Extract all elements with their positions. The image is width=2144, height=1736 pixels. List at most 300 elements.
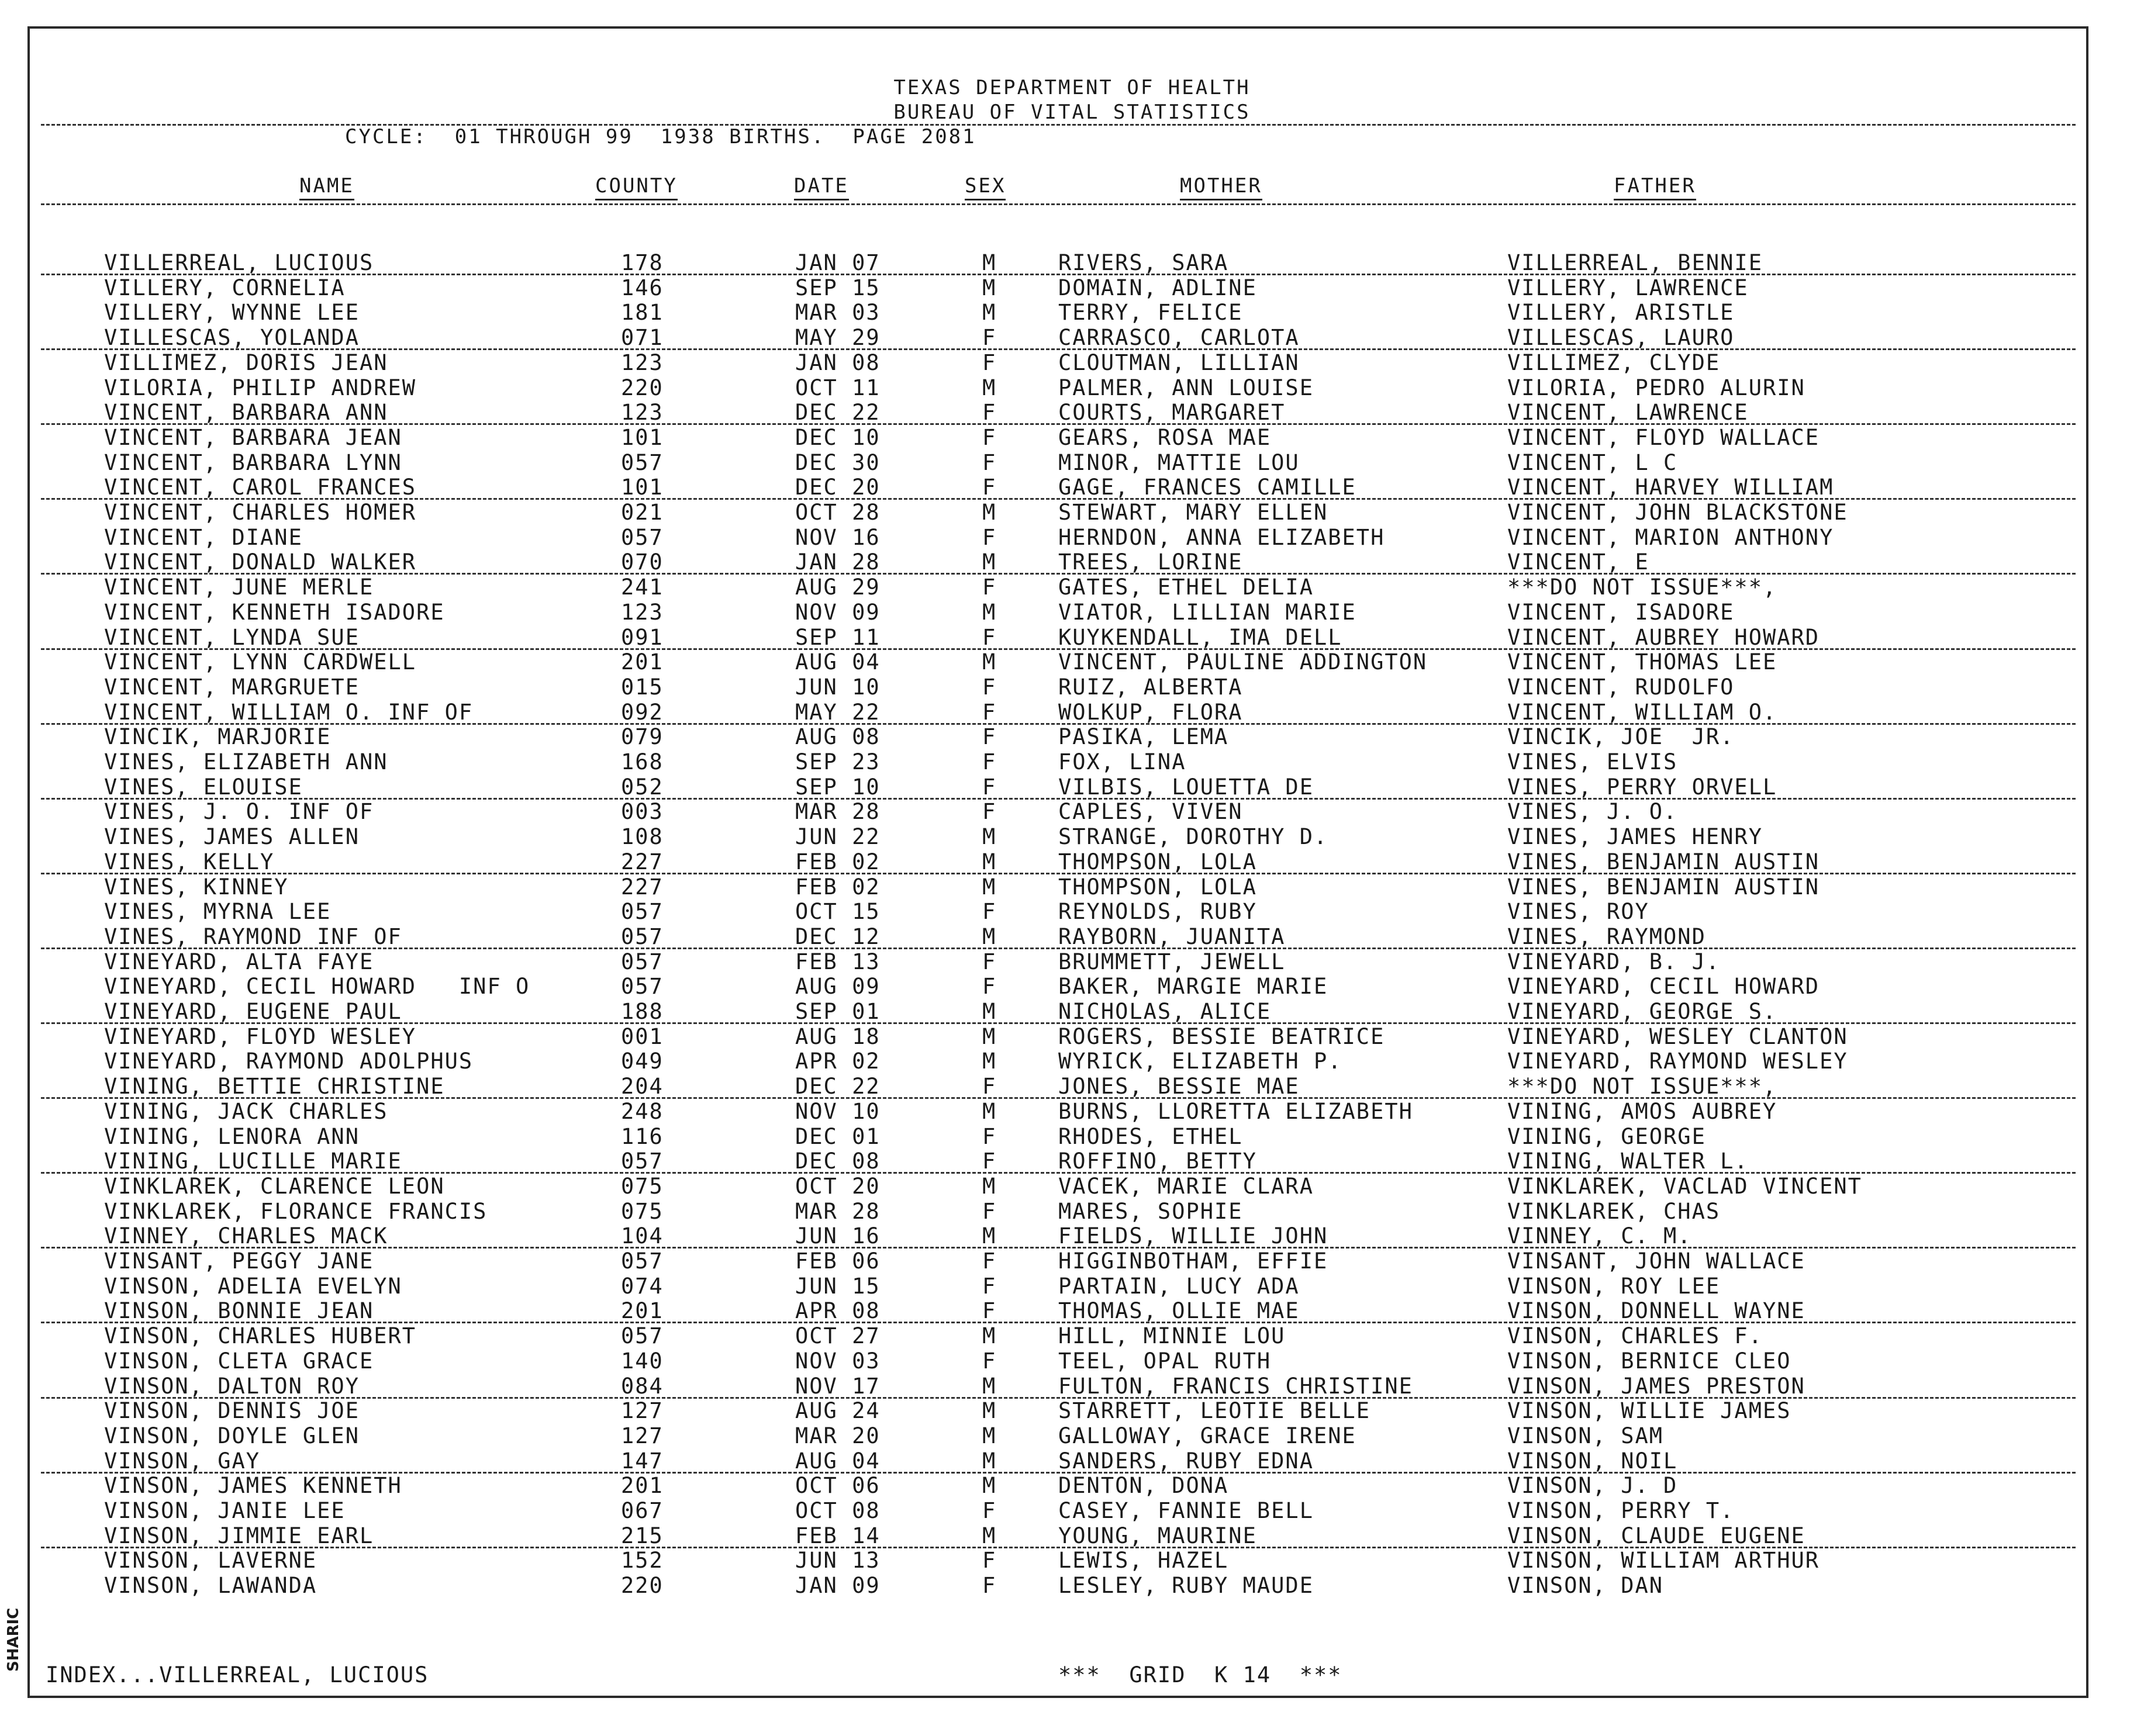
cell-county: 123 xyxy=(621,400,664,426)
cell-name: VINSON, CLETA GRACE xyxy=(104,1348,374,1374)
cell-county: 227 xyxy=(621,874,664,900)
table-row xyxy=(0,799,2144,824)
cell-mother: CLOUTMAN, LILLIAN xyxy=(1058,350,1300,375)
cell-father: VILLIMEZ, CLYDE xyxy=(1507,350,1721,375)
cell-sex: F xyxy=(982,1074,997,1099)
cell-mother: CAPLES, VIVEN xyxy=(1058,799,1243,825)
table-row xyxy=(0,300,2144,325)
cell-sex: M xyxy=(982,649,997,675)
cell-sex: M xyxy=(982,549,997,575)
cell-sex: M xyxy=(982,849,997,874)
table-row xyxy=(0,1498,2144,1523)
table-row xyxy=(0,1573,2144,1598)
table-row xyxy=(0,1274,2144,1299)
cell-sex: F xyxy=(982,1348,997,1374)
column-header-mother: MOTHER xyxy=(1180,174,1262,198)
cell-mother: VIATOR, LILLIAN MARIE xyxy=(1058,599,1356,625)
cell-date: OCT 11 xyxy=(795,375,881,400)
cell-mother: RAYBORN, JUANITA xyxy=(1058,924,1286,949)
cell-name: VINSANT, PEGGY JANE xyxy=(104,1249,374,1274)
column-header-name: NAME xyxy=(299,174,354,198)
cell-father: VINES, PERRY ORVELL xyxy=(1507,774,1777,800)
cell-name: VINING, LENORA ANN xyxy=(104,1123,360,1149)
cell-county: 147 xyxy=(621,1448,664,1474)
table-row xyxy=(0,675,2144,700)
cell-mother: DENTON, DONA xyxy=(1058,1473,1229,1499)
table-row xyxy=(0,1174,2144,1199)
cell-name: VILLIMEZ, DORIS JEAN xyxy=(104,350,388,375)
cell-name: VINCENT, LYNN CARDWELL xyxy=(104,649,417,675)
cell-father: VINING, WALTER L. xyxy=(1507,1149,1749,1174)
cell-name: VINES, JAMES ALLEN xyxy=(104,824,360,850)
cell-father: VINEYARD, B. J. xyxy=(1507,949,1721,974)
cell-father: VINSANT, JOHN WALLACE xyxy=(1507,1249,1805,1274)
cell-county: 049 xyxy=(621,1049,664,1074)
cell-mother: RUIZ, ALBERTA xyxy=(1058,674,1243,700)
cell-father: VINCENT, AUBREY HOWARD xyxy=(1507,624,1820,650)
cell-sex: M xyxy=(982,874,997,900)
cell-sex: F xyxy=(982,699,997,725)
cell-county: 116 xyxy=(621,1123,664,1149)
cell-mother: BRUMMETT, JEWELL xyxy=(1058,949,1286,974)
table-row xyxy=(0,450,2144,475)
table-row xyxy=(0,325,2144,350)
cell-date: MAY 22 xyxy=(795,699,881,725)
cell-father: VINEYARD, WESLEY CLANTON xyxy=(1507,1023,1848,1049)
cell-sex: F xyxy=(982,774,997,800)
cell-date: SEP 11 xyxy=(795,624,881,650)
column-header-father: FATHER xyxy=(1614,174,1696,198)
cell-father: VINSON, J. D xyxy=(1507,1473,1678,1499)
cell-father: VINSON, DAN xyxy=(1507,1573,1664,1599)
cell-father: VINSON, CLAUDE EUGENE xyxy=(1507,1523,1805,1548)
cell-date: DEC 20 xyxy=(795,475,881,500)
table-row xyxy=(0,1374,2144,1399)
cell-mother: LEWIS, HAZEL xyxy=(1058,1548,1229,1574)
cell-name: VILLERY, WYNNE LEE xyxy=(104,300,360,326)
cell-county: 075 xyxy=(621,1173,664,1199)
cell-mother: BAKER, MARGIE MARIE xyxy=(1058,974,1328,1000)
cell-date: DEC 30 xyxy=(795,449,881,475)
cell-county: 220 xyxy=(621,1573,664,1599)
cell-sex: F xyxy=(982,624,997,650)
cell-county: 178 xyxy=(621,250,664,275)
cell-county: 057 xyxy=(621,1149,664,1174)
cell-mother: GATES, ETHEL DELIA xyxy=(1058,575,1314,600)
cell-mother: WYRICK, ELIZABETH P. xyxy=(1058,1049,1342,1074)
cell-county: 067 xyxy=(621,1498,664,1523)
cell-date: DEC 01 xyxy=(795,1123,881,1149)
cell-date: FEB 13 xyxy=(795,949,881,974)
cell-date: JUN 15 xyxy=(795,1273,881,1299)
table-row xyxy=(0,1323,2144,1348)
cell-mother: BURNS, LLORETTA ELIZABETH xyxy=(1058,1098,1413,1124)
table-row xyxy=(0,525,2144,550)
table-row xyxy=(0,375,2144,400)
cell-father: VINSON, ROY LEE xyxy=(1507,1273,1721,1299)
cell-father: VINEYARD, RAYMOND WESLEY xyxy=(1507,1049,1848,1074)
cell-father: VINCENT, RUDOLFO xyxy=(1507,674,1735,700)
cell-name: VINES, RAYMOND INF OF xyxy=(104,924,402,949)
cell-name: VINING, LUCILLE MARIE xyxy=(104,1149,402,1174)
cell-name: VINCENT, DONALD WALKER xyxy=(104,549,417,575)
cell-date: SEP 15 xyxy=(795,275,881,300)
cell-sex: F xyxy=(982,449,997,475)
cell-name: VINEYARD, ALTA FAYE xyxy=(104,949,374,974)
cell-county: 220 xyxy=(621,375,664,400)
cell-mother: TEEL, OPAL RUTH xyxy=(1058,1348,1272,1374)
cell-father: VILLERREAL, BENNIE xyxy=(1507,250,1763,275)
cell-date: FEB 14 xyxy=(795,1523,881,1548)
cell-sex: M xyxy=(982,1398,997,1424)
cell-sex: F xyxy=(982,1123,997,1149)
cell-date: JAN 09 xyxy=(795,1573,881,1599)
cell-father: VINES, ROY xyxy=(1507,899,1649,925)
column-header-date: DATE xyxy=(794,174,849,198)
table-row xyxy=(0,1099,2144,1124)
cell-sex: M xyxy=(982,924,997,949)
cell-father: VINSON, NOIL xyxy=(1507,1448,1678,1474)
cell-county: 057 xyxy=(621,899,664,925)
cell-father: VINCENT, FLOYD WALLACE xyxy=(1507,424,1820,450)
cell-county: 104 xyxy=(621,1223,664,1249)
cell-county: 057 xyxy=(621,524,664,550)
cell-sex: M xyxy=(982,999,997,1024)
table-row xyxy=(0,1149,2144,1174)
cell-father: VINCENT, JOHN BLACKSTONE xyxy=(1507,500,1848,525)
table-row xyxy=(0,1523,2144,1548)
cell-mother: MARES, SOPHIE xyxy=(1058,1198,1243,1224)
grid-footer: *** GRID K 14 *** xyxy=(1058,1662,1342,1687)
table-row xyxy=(0,649,2144,675)
cell-father: VINES, JAMES HENRY xyxy=(1507,824,1763,850)
cell-date: DEC 08 xyxy=(795,1149,881,1174)
cell-date: APR 08 xyxy=(795,1298,881,1324)
cell-mother: PASIKA, LEMA xyxy=(1058,724,1229,750)
cell-sex: F xyxy=(982,1249,997,1274)
cell-date: SEP 01 xyxy=(795,999,881,1024)
table-row xyxy=(0,1074,2144,1099)
cell-sex: F xyxy=(982,325,997,351)
cell-sex: F xyxy=(982,400,997,426)
cell-date: NOV 09 xyxy=(795,599,881,625)
table-row xyxy=(0,700,2144,725)
cell-name: VINCENT, BARBARA JEAN xyxy=(104,424,402,450)
cell-father: VINSON, WILLIAM ARTHUR xyxy=(1507,1548,1820,1574)
cell-mother: WOLKUP, FLORA xyxy=(1058,699,1243,725)
cell-county: 057 xyxy=(621,924,664,949)
cell-sex: F xyxy=(982,724,997,750)
cell-county: 127 xyxy=(621,1423,664,1448)
cell-county: 001 xyxy=(621,1023,664,1049)
cell-sex: F xyxy=(982,350,997,375)
table-row xyxy=(0,974,2144,999)
cell-father: VINES, J. O. xyxy=(1507,799,1678,825)
cycle-line: CYCLE: 01 THROUGH 99 1938 BIRTHS. PAGE 2081 xyxy=(345,125,976,148)
table-row xyxy=(0,575,2144,600)
cell-father: VINEYARD, CECIL HOWARD xyxy=(1507,974,1820,1000)
cell-name: VINSON, JAMES KENNETH xyxy=(104,1473,402,1499)
cell-sex: M xyxy=(982,1023,997,1049)
table-row xyxy=(0,949,2144,974)
cell-father: VINCENT, MARION ANTHONY xyxy=(1507,524,1834,550)
side-label: SHARIC xyxy=(5,1607,22,1672)
table-row xyxy=(0,1423,2144,1448)
cell-county: 140 xyxy=(621,1348,664,1374)
cell-date: JUN 22 xyxy=(795,824,881,850)
cell-sex: F xyxy=(982,949,997,974)
cell-county: 241 xyxy=(621,575,664,600)
cell-name: VINCENT, WILLIAM O. INF OF xyxy=(104,699,474,725)
cell-sex: M xyxy=(982,300,997,326)
cell-mother: VINCENT, PAULINE ADDINGTON xyxy=(1058,649,1428,675)
cell-sex: M xyxy=(982,1098,997,1124)
cell-mother: CARRASCO, CARLOTA xyxy=(1058,325,1300,351)
cell-mother: MINOR, MATTIE LOU xyxy=(1058,449,1300,475)
cell-name: VINSON, GAY xyxy=(104,1448,261,1474)
cell-sex: M xyxy=(982,1473,997,1499)
cell-date: OCT 08 xyxy=(795,1498,881,1523)
cell-sex: M xyxy=(982,250,997,275)
cell-father: VINCENT, E xyxy=(1507,549,1649,575)
cell-county: 201 xyxy=(621,649,664,675)
table-row xyxy=(0,824,2144,849)
cell-mother: FIELDS, WILLIE JOHN xyxy=(1058,1223,1328,1249)
cell-county: 052 xyxy=(621,774,664,800)
cell-date: AUG 04 xyxy=(795,649,881,675)
cell-date: FEB 02 xyxy=(795,874,881,900)
cell-county: 075 xyxy=(621,1198,664,1224)
cell-name: VINEYARD, CECIL HOWARD INF O xyxy=(104,974,530,1000)
cell-date: MAR 28 xyxy=(795,1198,881,1224)
table-row xyxy=(0,600,2144,625)
cell-sex: F xyxy=(982,575,997,600)
column-header-county: COUNTY xyxy=(595,174,678,198)
cell-date: MAR 03 xyxy=(795,300,881,326)
cell-sex: F xyxy=(982,424,997,450)
cell-sex: M xyxy=(982,1173,997,1199)
cell-father: VINES, RAYMOND xyxy=(1507,924,1706,949)
cell-father: VINCENT, ISADORE xyxy=(1507,599,1735,625)
cell-name: VILLESCAS, YOLANDA xyxy=(104,325,360,351)
cell-father: VILLERY, LAWRENCE xyxy=(1507,275,1749,300)
cell-date: DEC 22 xyxy=(795,400,881,426)
cell-name: VINKLAREK, CLARENCE LEON xyxy=(104,1173,445,1199)
cell-mother: STEWART, MARY ELLEN xyxy=(1058,500,1328,525)
cell-name: VINKLAREK, FLORANCE FRANCIS xyxy=(104,1198,488,1224)
table-row xyxy=(0,924,2144,949)
cell-name: VINSON, DENNIS JOE xyxy=(104,1398,360,1424)
cell-name: VINSON, DOYLE GLEN xyxy=(104,1423,360,1448)
cell-name: VINING, BETTIE CHRISTINE xyxy=(104,1074,445,1099)
cell-sex: F xyxy=(982,899,997,925)
cell-sex: F xyxy=(982,1149,997,1174)
table-row xyxy=(0,400,2144,425)
cell-county: 204 xyxy=(621,1074,664,1099)
cell-date: SEP 23 xyxy=(795,749,881,774)
table-row xyxy=(0,1448,2144,1474)
cell-county: 084 xyxy=(621,1373,664,1399)
table-row xyxy=(0,1199,2144,1224)
table-row xyxy=(0,350,2144,375)
index-footer: INDEX...VILLERREAL, LUCIOUS xyxy=(46,1662,429,1687)
cell-date: DEC 12 xyxy=(795,924,881,949)
cell-name: VINCENT, CAROL FRANCES xyxy=(104,475,417,500)
table-row xyxy=(0,774,2144,800)
cell-mother: GAGE, FRANCES CAMILLE xyxy=(1058,475,1356,500)
cell-sex: F xyxy=(982,1198,997,1224)
cell-mother: HILL, MINNIE LOU xyxy=(1058,1323,1286,1349)
cell-mother: RHODES, ETHEL xyxy=(1058,1123,1243,1149)
cell-county: 074 xyxy=(621,1273,664,1299)
cell-county: 079 xyxy=(621,724,664,750)
cell-mother: FULTON, FRANCIS CHRISTINE xyxy=(1058,1373,1413,1399)
cell-father: VINCENT, LAWRENCE xyxy=(1507,400,1749,426)
cell-date: JUN 16 xyxy=(795,1223,881,1249)
cell-county: 057 xyxy=(621,974,664,1000)
cell-father: VINES, BENJAMIN AUSTIN xyxy=(1507,849,1820,874)
cell-county: 071 xyxy=(621,325,664,351)
cell-name: VINCENT, BARBARA ANN xyxy=(104,400,388,426)
table-row xyxy=(0,425,2144,450)
cell-date: AUG 08 xyxy=(795,724,881,750)
cell-name: VINSON, BONNIE JEAN xyxy=(104,1298,374,1324)
cell-sex: M xyxy=(982,1049,997,1074)
cell-mother: THOMAS, OLLIE MAE xyxy=(1058,1298,1300,1324)
cell-county: 057 xyxy=(621,1249,664,1274)
cell-father: VINEYARD, GEORGE S. xyxy=(1507,999,1777,1024)
cell-date: MAR 28 xyxy=(795,799,881,825)
cell-mother: STRANGE, DOROTHY D. xyxy=(1058,824,1328,850)
cell-date: AUG 24 xyxy=(795,1398,881,1424)
cell-county: 201 xyxy=(621,1298,664,1324)
cell-name: VINCENT, DIANE xyxy=(104,524,303,550)
cell-father: VINING, AMOS AUBREY xyxy=(1507,1098,1777,1124)
cell-sex: M xyxy=(982,599,997,625)
cell-mother: GEARS, ROSA MAE xyxy=(1058,424,1272,450)
cell-mother: ROGERS, BESSIE BEATRICE xyxy=(1058,1023,1385,1049)
table-row xyxy=(0,625,2144,650)
cell-mother: DOMAIN, ADLINE xyxy=(1058,275,1257,300)
cell-mother: ROFFINO, BETTY xyxy=(1058,1149,1257,1174)
cell-county: 188 xyxy=(621,999,664,1024)
cell-county: 152 xyxy=(621,1548,664,1574)
cell-name: VINEYARD, FLOYD WESLEY xyxy=(104,1023,417,1049)
cell-county: 127 xyxy=(621,1398,664,1424)
cell-date: JAN 08 xyxy=(795,350,881,375)
cell-date: AUG 04 xyxy=(795,1448,881,1474)
cell-father: VINKLAREK, VACLAD VINCENT xyxy=(1507,1173,1862,1199)
cell-date: OCT 15 xyxy=(795,899,881,925)
table-row xyxy=(0,500,2144,525)
table-row xyxy=(0,1049,2144,1074)
cell-county: 070 xyxy=(621,549,664,575)
cell-name: VINCENT, CHARLES HOMER xyxy=(104,500,417,525)
cell-sex: M xyxy=(982,1323,997,1349)
cell-mother: COURTS, MARGARET xyxy=(1058,400,1286,426)
cell-sex: M xyxy=(982,1448,997,1474)
cell-date: NOV 03 xyxy=(795,1348,881,1374)
table-row xyxy=(0,724,2144,749)
cell-name: VILORIA, PHILIP ANDREW xyxy=(104,375,417,400)
cell-name: VINCENT, LYNDA SUE xyxy=(104,624,360,650)
cell-county: 101 xyxy=(621,424,664,450)
table-row xyxy=(0,999,2144,1024)
table-row xyxy=(0,849,2144,874)
cell-father: VINCENT, THOMAS LEE xyxy=(1507,649,1777,675)
cell-date: NOV 10 xyxy=(795,1098,881,1124)
table-row xyxy=(0,549,2144,575)
cell-mother: YOUNG, MAURINE xyxy=(1058,1523,1257,1548)
cell-name: VINES, KELLY xyxy=(104,849,275,874)
cell-mother: JONES, BESSIE MAE xyxy=(1058,1074,1300,1099)
cell-name: VINCENT, BARBARA LYNN xyxy=(104,449,402,475)
cell-father: VILLERY, ARISTLE xyxy=(1507,300,1735,326)
cell-mother: THOMPSON, LOLA xyxy=(1058,849,1257,874)
cell-name: VINES, MYRNA LEE xyxy=(104,899,332,925)
cell-name: VINCIK, MARJORIE xyxy=(104,724,332,750)
cell-county: 108 xyxy=(621,824,664,850)
cell-sex: M xyxy=(982,275,997,300)
cell-father: VINCENT, WILLIAM O. xyxy=(1507,699,1777,725)
cell-mother: TERRY, FELICE xyxy=(1058,300,1243,326)
cell-father: VINCIK, JOE JR. xyxy=(1507,724,1735,750)
cell-name: VINEYARD, EUGENE PAUL xyxy=(104,999,402,1024)
cell-name: VINSON, CHARLES HUBERT xyxy=(104,1323,417,1349)
cell-county: 057 xyxy=(621,449,664,475)
cell-name: VINES, ELOUISE xyxy=(104,774,303,800)
cell-county: 215 xyxy=(621,1523,664,1548)
cell-date: JUN 13 xyxy=(795,1548,881,1574)
cell-name: VILLERY, CORNELIA xyxy=(104,275,346,300)
cell-date: OCT 28 xyxy=(795,500,881,525)
cell-mother: KUYKENDALL, IMA DELL xyxy=(1058,624,1342,650)
cell-name: VINES, ELIZABETH ANN xyxy=(104,749,388,774)
table-row xyxy=(0,1024,2144,1049)
cell-date: OCT 27 xyxy=(795,1323,881,1349)
cell-name: VINING, JACK CHARLES xyxy=(104,1098,388,1124)
cell-date: SEP 10 xyxy=(795,774,881,800)
cell-father: ***DO NOT ISSUE***, xyxy=(1507,1074,1777,1099)
cell-date: FEB 02 xyxy=(795,849,881,874)
cell-date: NOV 17 xyxy=(795,1373,881,1399)
cell-name: VINES, J. O. INF OF xyxy=(104,799,374,825)
cell-father: VINCENT, HARVEY WILLIAM xyxy=(1507,475,1834,500)
cell-date: FEB 06 xyxy=(795,1249,881,1274)
table-row xyxy=(0,475,2144,500)
cell-mother: VACEK, MARIE CLARA xyxy=(1058,1173,1314,1199)
cell-sex: F xyxy=(982,524,997,550)
cell-mother: RIVERS, SARA xyxy=(1058,250,1229,275)
table-row xyxy=(0,1398,2144,1423)
cell-county: 123 xyxy=(621,350,664,375)
cell-mother: PARTAIN, LUCY ADA xyxy=(1058,1273,1300,1299)
cell-sex: M xyxy=(982,1423,997,1448)
table-row xyxy=(0,1223,2144,1249)
cell-name: VINES, KINNEY xyxy=(104,874,289,900)
table-row xyxy=(0,1124,2144,1149)
cell-county: 057 xyxy=(621,1323,664,1349)
cell-father: VINSON, CHARLES F. xyxy=(1507,1323,1763,1349)
cell-county: 123 xyxy=(621,599,664,625)
cell-sex: F xyxy=(982,799,997,825)
cell-mother: HIGGINBOTHAM, EFFIE xyxy=(1058,1249,1328,1274)
cell-county: 146 xyxy=(621,275,664,300)
cell-name: VINCENT, MARGRUETE xyxy=(104,674,360,700)
table-row xyxy=(0,275,2144,300)
cell-county: 092 xyxy=(621,699,664,725)
cell-sex: F xyxy=(982,475,997,500)
